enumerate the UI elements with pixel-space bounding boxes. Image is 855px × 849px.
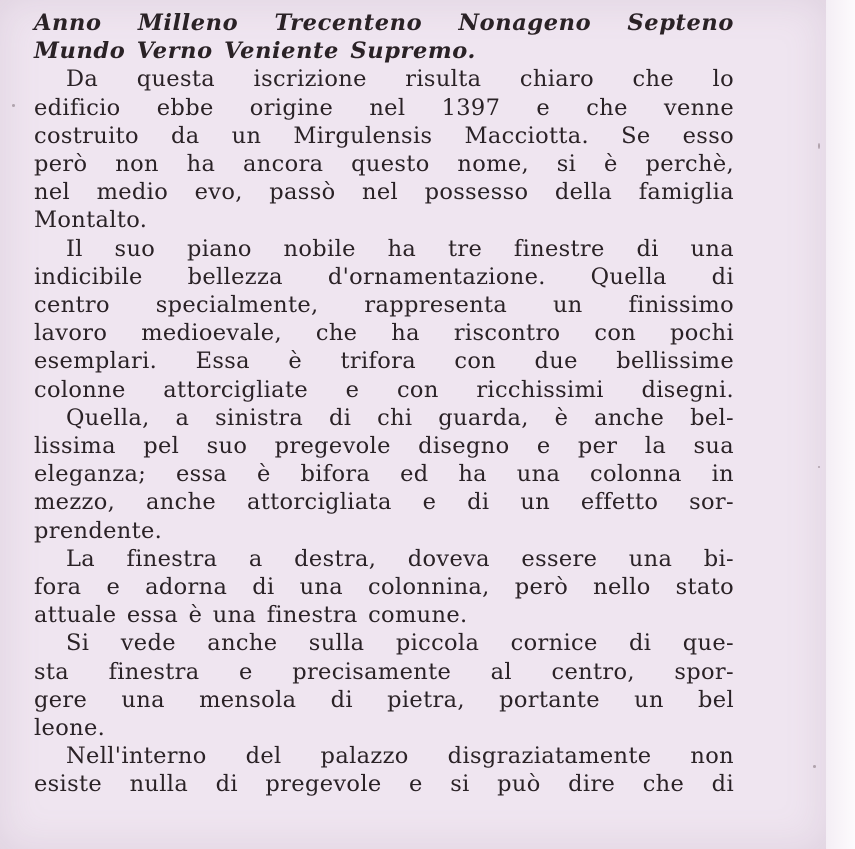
text-line: mezzo, anche attorcigliata e di un effetto sor- bbox=[34, 489, 734, 516]
text-line: esemplari. Essa è trifora con due bellissime bbox=[34, 348, 734, 375]
text-line: gere una mensola di pietra, portante un bel bbox=[34, 686, 734, 713]
text-line: però non ha ancora questo nome, si è perchè, bbox=[34, 151, 734, 178]
page-text bbox=[34, 9, 734, 799]
text-line: costruito da un Mirgulensis Macciotta. Se esso bbox=[34, 122, 734, 149]
ink-speck bbox=[818, 466, 820, 468]
text-line: sta finestra e precisamente al centro, spor- bbox=[34, 658, 734, 685]
text-line: Si vede anche sulla piccola cornice di que- bbox=[66, 630, 734, 657]
paragraph bbox=[34, 235, 734, 404]
text-line: leone. bbox=[34, 715, 106, 742]
text-line: fora e adorna di una colonnina, però nello stato bbox=[34, 574, 734, 601]
text-line: Nell'interno del palazzo disgraziatamente non bbox=[66, 743, 734, 770]
epigraph-line: Anno Milleno Trecenteno Nonageno Septeno bbox=[34, 10, 734, 36]
paragraph bbox=[34, 545, 734, 630]
text-line: Quella, a sinistra di chi guarda, è anche bel- bbox=[66, 404, 734, 431]
text-line: lissima pel suo pregevole disegno e per la sua bbox=[34, 433, 734, 460]
text-line: esiste nulla di pregevole e si può dire che di bbox=[34, 771, 734, 798]
paragraph bbox=[34, 742, 734, 798]
paragraph bbox=[34, 404, 734, 545]
page-edge bbox=[826, 0, 855, 849]
paragraph bbox=[34, 629, 734, 742]
paragraph bbox=[34, 65, 734, 234]
text-line: centro specialmente, rappresenta un finissimo bbox=[34, 292, 734, 319]
text-line: nel medio evo, passò nel possesso della famiglia bbox=[34, 179, 734, 206]
text-line: La finestra a destra, doveva essere una bi- bbox=[66, 545, 734, 572]
text-line: colonne attorcigliate e con ricchissimi disegni. bbox=[34, 376, 734, 403]
text-line: edificio ebbe origine nel 1397 e che venne bbox=[34, 94, 734, 121]
text-line: lavoro medioevale, che ha riscontro con pochi bbox=[34, 320, 734, 347]
text-line: Montalto. bbox=[34, 207, 148, 234]
text-line: indicibile bellezza d'ornamentazione. Quella di bbox=[34, 263, 734, 290]
ink-speck bbox=[12, 104, 15, 107]
ink-speck bbox=[813, 765, 816, 768]
text-line: attuale essa è una finestra comune. bbox=[34, 602, 468, 629]
text-line: prendente. bbox=[34, 517, 163, 544]
epigraph bbox=[34, 9, 734, 65]
text-line: eleganza; essa è bifora ed ha una colonna in bbox=[34, 461, 734, 488]
ink-speck bbox=[818, 143, 820, 149]
epigraph-line: Mundo Verno Veniente Supremo. bbox=[34, 38, 476, 65]
text-line: Il suo piano nobile ha tre finestre di una bbox=[66, 235, 734, 262]
text-line: Da questa iscrizione risulta chiaro che lo bbox=[66, 66, 734, 93]
